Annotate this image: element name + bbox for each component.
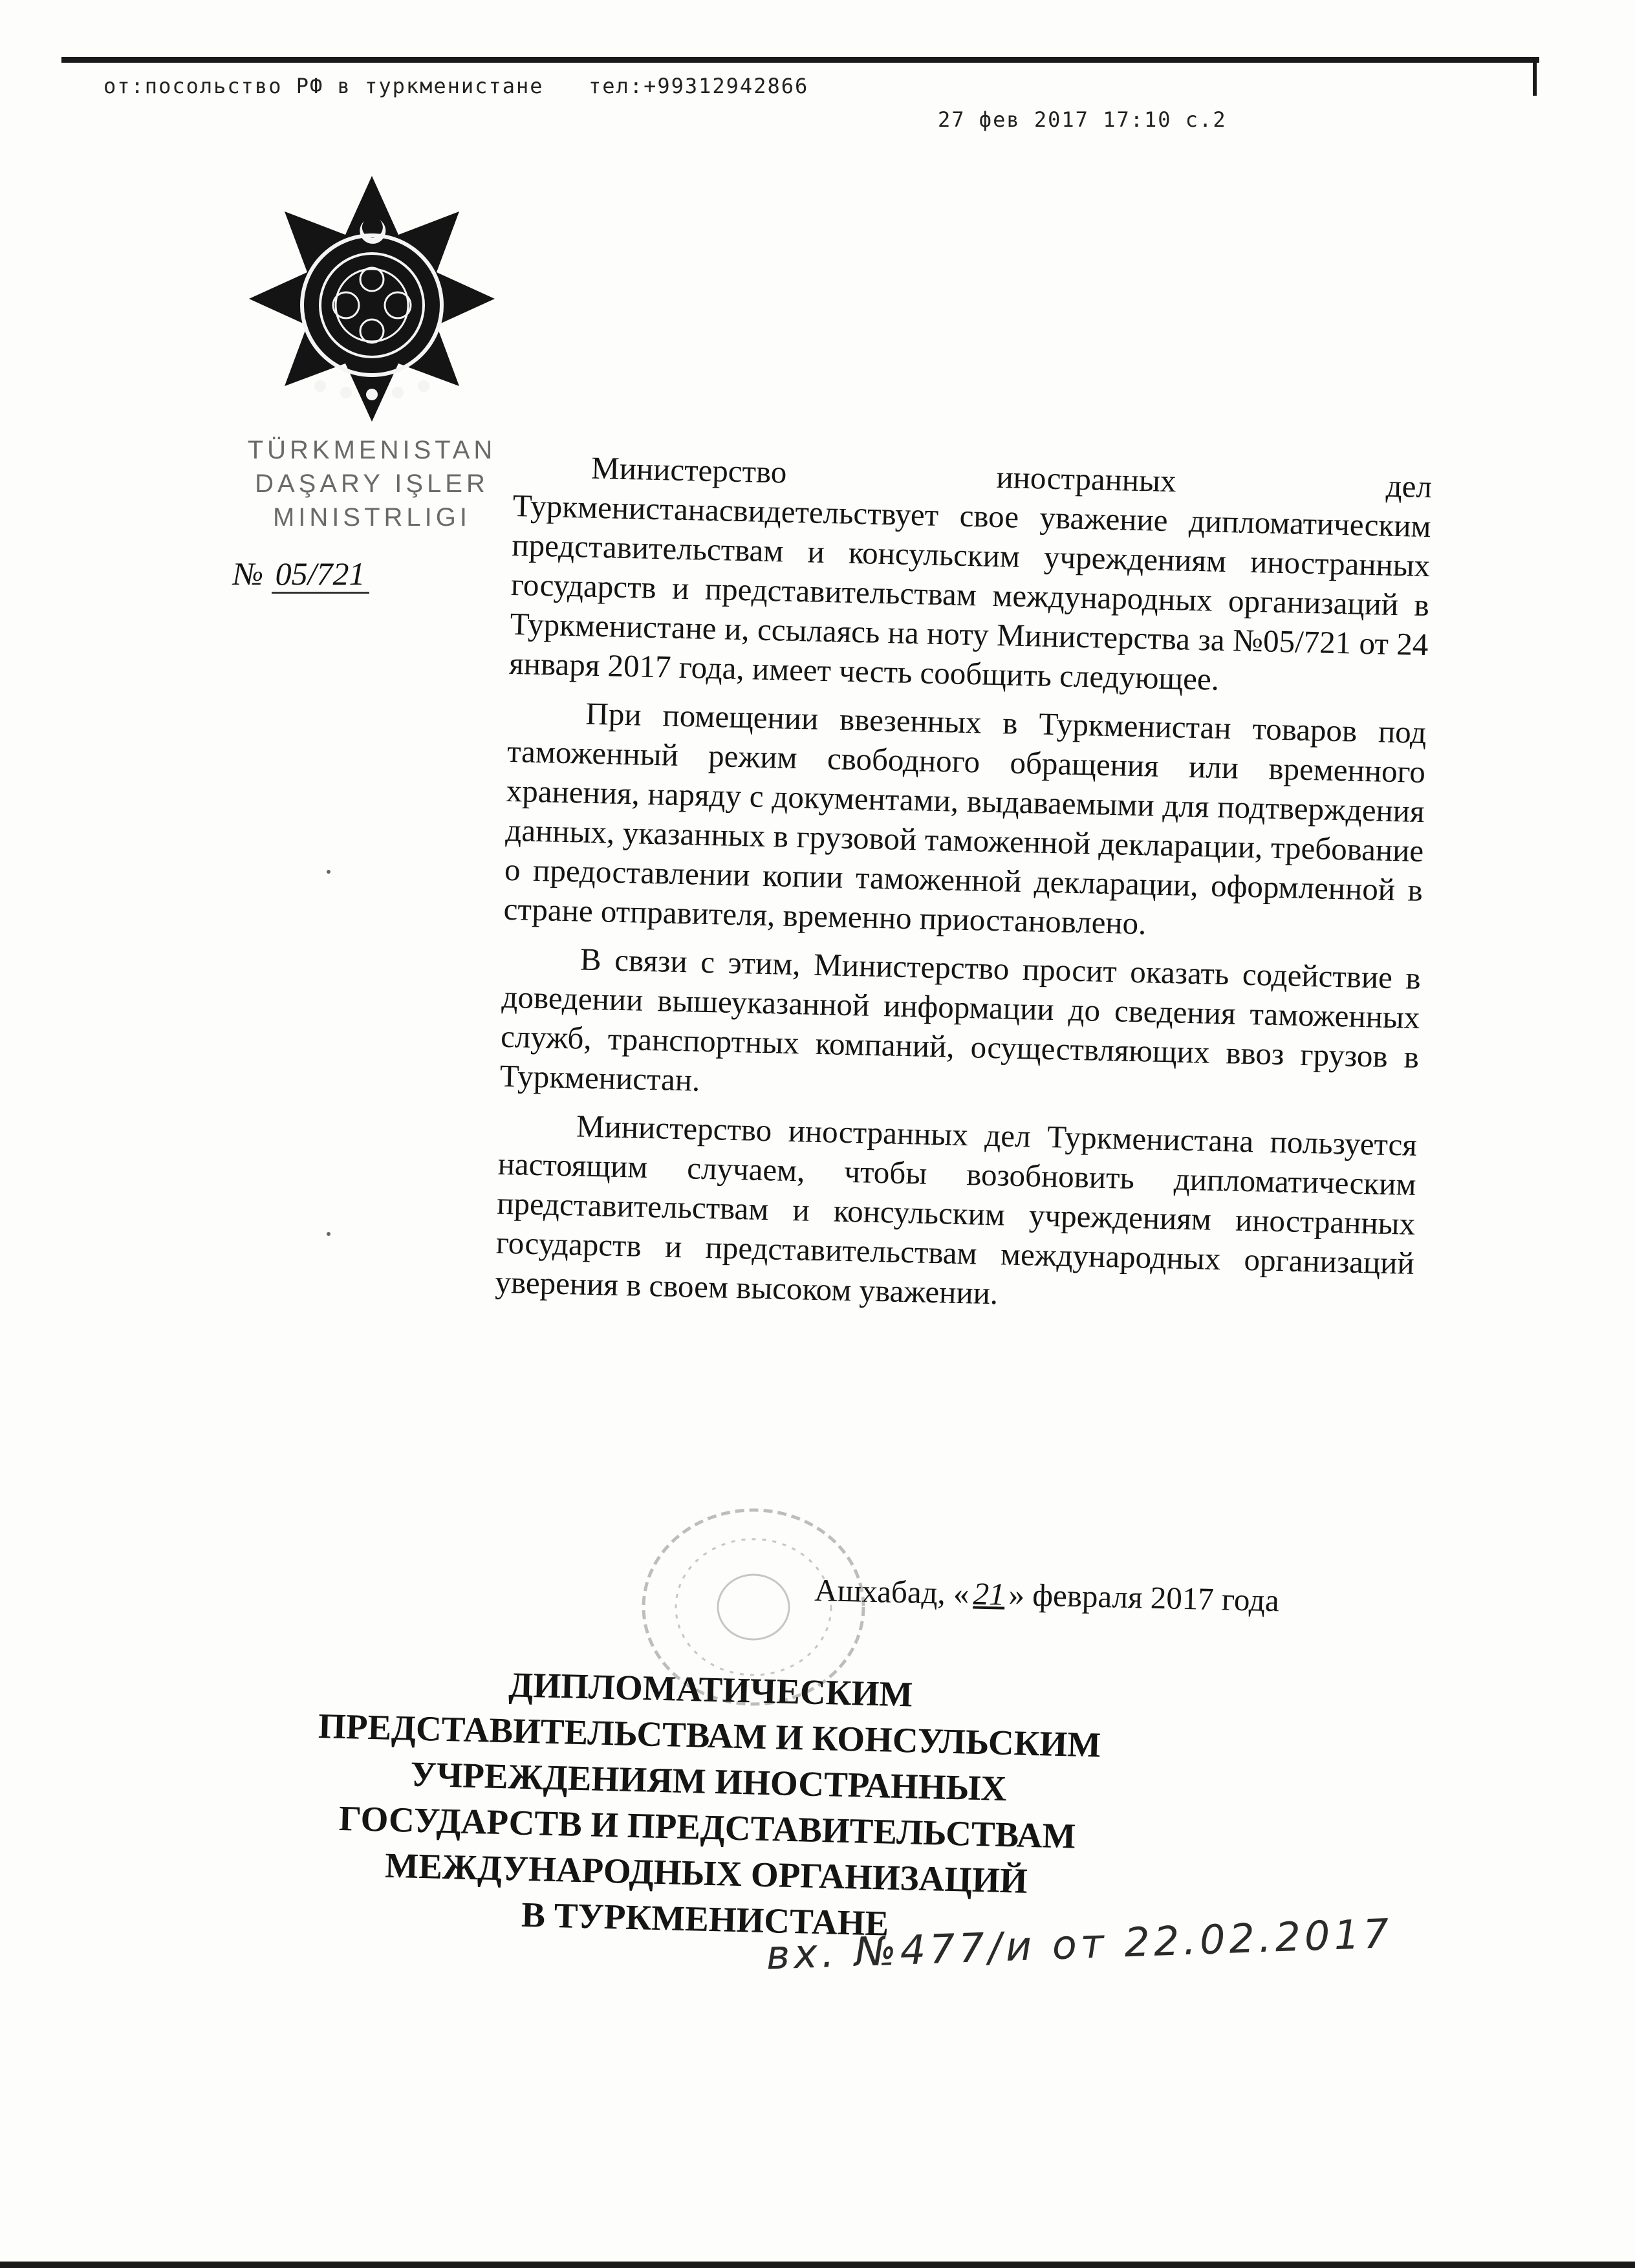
addressee-line-6: В ТУРКМЕНИСТАНЕ: [521, 1894, 889, 1943]
note-body: [495, 446, 1433, 1332]
place: Ашхабад,: [814, 1571, 946, 1611]
scan-bottom-border: [0, 2262, 1635, 2268]
addressee-line-5: МЕЖДУНАРОДНЫХ ОРГАНИЗАЦИЙ: [384, 1845, 1028, 1901]
ministry-line-3: MINISTRLIGI: [272, 503, 471, 532]
fax-header: [103, 67, 1268, 132]
scan-right-border: [1533, 57, 1537, 96]
fax-sender: от:посольство РФ в туркменистане: [103, 74, 544, 98]
addressee-line-2: ПРЕДСТАВИТЕЛЬСТВАМ И КОНСУЛЬСКИМ: [318, 1706, 1101, 1765]
fax-phone: тел:+99312942866: [589, 74, 809, 98]
ministry-line-1: TÜRKMENISTAN: [247, 436, 497, 464]
scan-top-border: [61, 57, 1539, 63]
place-and-date: [814, 1571, 1397, 1621]
addressee-line-4: ГОСУДАРСТВ И ПРЕДСТАВИТЕЛЬСТВАМ: [338, 1798, 1077, 1856]
ministry-name: [230, 433, 514, 534]
date-month-year: февраля 2017 года: [1032, 1577, 1280, 1619]
fax-datetime: 27 фев 2017 17:10 с.2: [938, 107, 1227, 132]
scan-speck: [327, 1232, 330, 1236]
handwritten-registration-note: вх. №477/и от 22.02.2017: [765, 1909, 1394, 1979]
addressee-line-1: ДИПЛОМАТИЧЕСКИМ: [508, 1665, 913, 1714]
paragraph-1: Министерство иностранных дел Туркменистанасвидетельствует свое уважение дипломатическим представительствам и консульским учреждениям иностранных государств и представительствам международных организаций в Туркменистане и, ссылаясь на ноту Министерства за №05/721 от 24 января 2017 года, имеет честь сообщить следующее.: [508, 449, 1433, 697]
paragraph-3: В связи с этим, Министерство просит оказать содействие в доведении вышеуказанной информации до сведения таможенных служб, транспортных компаний, осуществляющих ввоз грузов в Туркменистан.: [499, 941, 1422, 1098]
note-number-value: 05/721: [272, 556, 369, 594]
ministry-line-2: DAŞARY IŞLER: [255, 470, 489, 498]
paragraph-2: При помещении ввезенных в Туркменистан товаров под таможенный режим свободного обращения или временного хранения, наряду с документами, выдаваемыми для подтверждения данных, указанных в грузовой таможенной декларации, требование о предоставлении копии таможенной декларации, оформленной в стране отправителя, временно приостановлено.: [503, 695, 1427, 942]
date-close-quote: »: [1008, 1576, 1025, 1613]
addressee: [259, 1656, 1158, 1953]
paragraph-4: Министерство иностранных дел Туркменистана пользуется настоящим случаем, чтобы возобновить дипломатическим представительствам и консульским учреждениям иностранных государств и представительствам международных организаций уверения в своем высоком уважении.: [495, 1108, 1418, 1312]
note-number: [233, 555, 420, 600]
note-number-prefix: №: [233, 556, 264, 592]
turkmenistan-emblem-icon: [249, 176, 495, 422]
date-day: 21: [973, 1575, 1006, 1612]
scan-speck: [327, 870, 330, 874]
date-open-quote: «: [953, 1575, 970, 1612]
addressee-line-3: УЧРЕЖДЕНИЯМ ИНОСТРАННЫХ: [409, 1754, 1007, 1809]
